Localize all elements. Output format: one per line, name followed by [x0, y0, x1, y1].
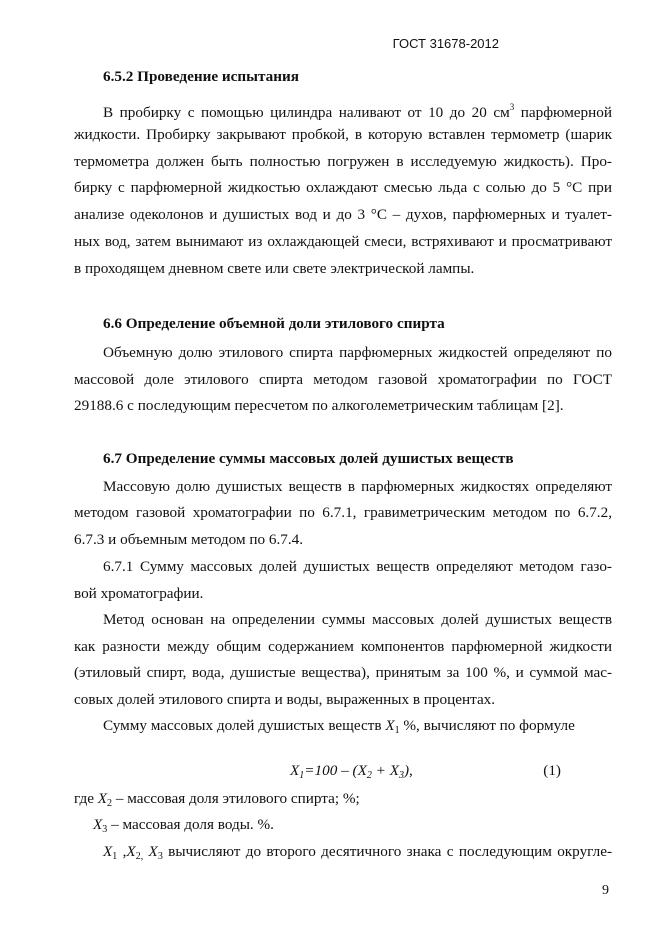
paragraph-line: анализе одеколонов и душистых вод и до 3 °С – духов, парфюмерных и туалет- — [74, 206, 612, 223]
paragraph-line: Объемную долю этилового спирта парфюмерных жидкостей определяют по — [103, 344, 612, 361]
paragraph-line: бирку с парфюмерной жидкостью охлаждают смесью льда с солью до 5 °С при — [74, 179, 612, 196]
formula-legend-line: где $X_2$ – массовая доля этилового спирта; %; — [74, 790, 360, 809]
paragraph-line: Массовую долю душистых веществ в парфюмерных жидкостях определяют — [103, 478, 612, 495]
section-heading-6-7: 6.7 Определение суммы массовых долей душистых веществ — [103, 450, 514, 467]
paragraph-line: (этиловый спирт, вода, душистые вещества), принятым за 100 %, и суммой мас- — [74, 664, 612, 681]
formula-number: (1) — [543, 762, 561, 779]
paragraph-line: 6.7.1 Сумму массовых долей душистых веществ определяют методом газо- — [103, 558, 612, 575]
paragraph-line: В пробирку с помощью цилиндра наливают от 10 до 20 $см^3$ парфюмерной — [103, 102, 612, 121]
paragraph-line: как разности между общим содержанием компонентов парфюмерной жидкости — [74, 638, 612, 655]
paragraph-line: Метод основан на определении суммы массовых долей душистых веществ — [103, 611, 612, 628]
section-heading-6-6: 6.6 Определение объемной доли этилового спирта — [103, 315, 445, 332]
formula-legend-line: $X_3$ – массовая доля воды. %. — [93, 816, 274, 835]
section-heading-6-5-2: 6.5.2 Проведение испытания — [103, 68, 299, 85]
paragraph-line: термометра должен быть полностью погружен в исследуемую жидкость). Про- — [74, 153, 612, 170]
paragraph-line: совых долей этилового спирта и воды, выраженных в процентах. — [74, 691, 496, 708]
paragraph-line: Сумму массовых долей душистых веществ $X_1$ %, вычисляют по формуле — [103, 717, 575, 736]
paragraph-line: жидкости. Пробирку закрывают пробкой, в которую вставлен термометр (шарик — [74, 126, 612, 143]
paragraph-line: методом газовой хроматографии по 6.7.1, гравиметрическим методом по 6.7.2, — [74, 504, 612, 521]
formula: $X_1=100 - (X_2 + X_3)$, (1) — [290, 762, 561, 781]
paragraph-line: вой хроматографии. — [74, 585, 204, 602]
paragraph-line: 29188.6 с последующим пересчетом по алкоголеметрическим таблицам [2]. — [74, 397, 564, 414]
paragraph-line: в проходящем дневном свете или свете электрической лампы. — [74, 260, 475, 277]
page-number: 9 — [602, 883, 609, 898]
paragraph-line: ных вод, затем вынимают из охлаждающей смеси, встряхивают и просматривают — [74, 233, 612, 250]
paragraph-line: массовой доле этилового спирта методом газовой хроматографии по ГОСТ — [74, 371, 612, 388]
paragraph-line: $X_1$ $,X_{2,}$ $X_3$ вычисляют до второго десятичного знака с последующим округле- — [103, 843, 613, 862]
paragraph-line: 6.7.3 и объемным методом по 6.7.4. — [74, 531, 304, 548]
document-header: ГОСТ 31678-2012 — [392, 36, 499, 51]
